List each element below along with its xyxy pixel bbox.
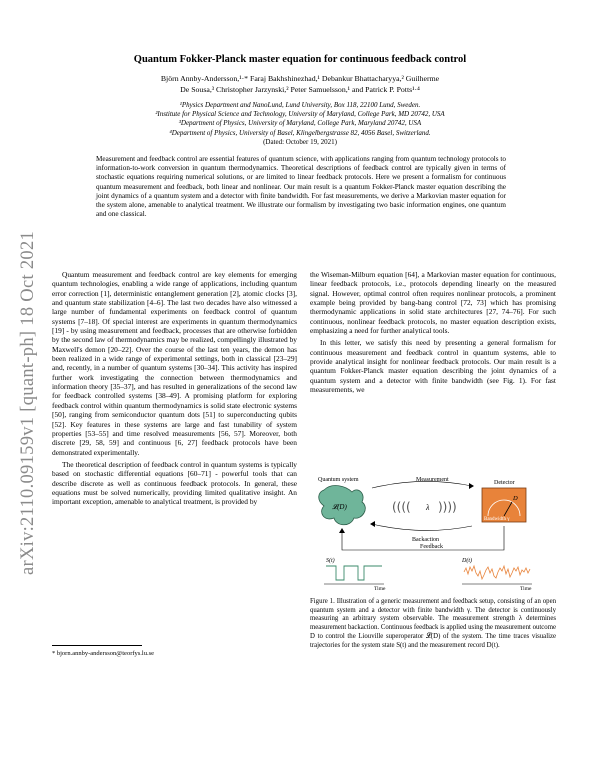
authors bbox=[80, 74, 520, 95]
left-paragraph-2: The theoretical description of feedback control in quantum systems is typically based on stochastic differential equations [60–71] - powerful tools that can describe discrete as well as continuous feedback protocols. In general, these equations must be solved numerically, providing limited qualitative insight. An important exception, amenable to analytical treatment, is provided by bbox=[52, 459, 297, 507]
arxiv-stamp[interactable]: arXiv:2110.09159v1 [quant-ph] 18 Oct 2021 bbox=[18, 230, 38, 575]
left-column bbox=[52, 270, 297, 507]
feedback-arrowhead bbox=[339, 528, 345, 533]
d-trace bbox=[464, 566, 530, 579]
figure-caption: Figure 1. Illustration of a generic measurement and feedback setup, consisting of an open quantum system and a detector with finite bandwidth γ. The detector is continuously measuring an arbitrary system observable. The measurement strength λ determines measurement backaction. Continuous feedback is applied using the measurement outcome D to control the Liouville superoperator 𝓛(D) of the system. The time traces visualize trajectories for the system state S(t) and the measurement record D(t). bbox=[310, 598, 556, 649]
fig-feedback-label: Feedback bbox=[420, 544, 443, 550]
fig-quantum-system-label: Quantum system bbox=[318, 477, 359, 483]
affiliation-3: ³Department of Physics, University of Maryland, College Park, Maryland 20742, USA bbox=[178, 119, 422, 128]
wave-right: )))) bbox=[438, 500, 457, 514]
affiliations bbox=[60, 101, 540, 147]
affiliation-4: ⁴Department of Physics, University of Basel, Klingelbergstrasse 82, 4056 Basel, Switzerland. bbox=[169, 128, 431, 137]
arxiv-stamp-margin bbox=[6, 0, 38, 776]
right-paragraph-1: the Wiseman-Milburn equation [64], a Markovian master equation for continuous, linear feedback protocols, i.e., protocols depending linearly on the measured signal. However, optimal control often requires nonlinear protocols, a prominent example being provided by bang-bang control [72, 73] which has promising thermodynamic applications in solid state architectures [27, 74–76]. For such continuous, nonlinear feedback protocols, no master equation description exists, emphasizing a need for further analytical tools. bbox=[310, 270, 556, 336]
affiliation-2: ²Institute for Physical Science and Technology, University of Maryland, College Park, MD 20742, USA bbox=[155, 110, 445, 119]
right-column bbox=[310, 270, 556, 394]
footnote-rule bbox=[52, 645, 142, 646]
right-paragraph-2: In this letter, we satisfy this need by presenting a general formalism for continuous measurement and feedback control in quantum systems, able to provide analytical insight for nonlinear feedback protocols. Our main result is a quantum Fokker-Planck master equation describing the joint dynamics of a quantum system and a detector with finite bandwidth (see Fig. 1). For fast measurements, we bbox=[310, 338, 556, 395]
paper-title: Quantum Fokker-Planck master equation for continuous feedback control bbox=[133, 54, 467, 65]
abstract: Measurement and feedback control are essential features of quantum science, with applications ranging from quantum technology protocols to information-to-work conversion in quantum thermodynamics. Theoretical descriptions of feedback control are typically given in terms of stochastic equations requiring numerical solutions, or are limited to linear feedback protocols. Here we present a formalism for continuous quantum measurement and feedback, both linear and nonlinear. Our main result is a quantum Fokker-Planck master equation describing the joint dynamics of a quantum system and a detector with finite bandwidth. For fast measurements, we derive a Markovian master equation for the system alone, amenable to analytical treatment. We illustrate our formalism by investigating two basic information engines, one quantum and one classical. bbox=[96, 155, 506, 219]
fig-liouville-label: 𝓛(D) bbox=[332, 503, 347, 511]
figure-1 bbox=[312, 472, 558, 590]
fig-time-left: Time bbox=[374, 586, 386, 590]
backaction-arrowhead bbox=[370, 521, 375, 527]
authors-line-1: Björn Annby-Andersson,¹·* Faraj Bakhshinezhad,¹ Debankur Bhattacharyya,² Guilherme bbox=[160, 74, 440, 83]
fig-bandwidth-label: Bandwidth γ bbox=[484, 517, 510, 522]
fig-backaction-label: Backaction bbox=[412, 537, 439, 543]
wave-left: (((( bbox=[392, 500, 411, 514]
fig-detector-label: Detector bbox=[494, 480, 515, 486]
fig-time-right: Time bbox=[520, 586, 532, 590]
measurement-arrowhead bbox=[469, 483, 474, 489]
affiliation-1: ¹Physics Department and NanoLund, Lund University, Box 118, 22100 Lund, Sweden. bbox=[179, 101, 421, 109]
s-trace bbox=[326, 566, 382, 580]
fig-s-label: S(t) bbox=[326, 558, 335, 564]
fig-d-label: D bbox=[513, 495, 518, 502]
footnote-email[interactable]: * bjorn.annby-andersson@teorfys.lu.se bbox=[52, 650, 155, 657]
fig-d-trace-label: D(t) bbox=[462, 558, 472, 564]
fig-lambda-label: λ bbox=[426, 503, 430, 512]
authors-line-2: De Sousa,³ Christopher Jarzynski,² Peter Samuelsson,¹ and Patrick P. Potts¹·⁴ bbox=[180, 84, 420, 94]
date-line: (Dated: October 19, 2021) bbox=[263, 137, 337, 146]
left-paragraph-1: Quantum measurement and feedback control are key elements for emerging quantum technologies, enabling a wide range of applications, including quantum error correction [1], deterministic entanglement generation [2], atomic clocks [3], and quantum state stabilization [4–6]. The last two decades have also witnessed a large number of fundamental experiments on feedback control of quantum systems [7–18]. Of special interest are experiments in quantum thermodynamics [19] - by using measurement and feedback, processes that are otherwise forbidden by the second law of thermodynamics may be realized, compellingly illustrated by Maxwell's demon [20–22]. Over the course of the last ten years, the demon has been realized in a wide range of experimental settings, both in classical [23–29] and, recently, in a number of quantum systems [30–34]. This activity has inspired further work investigating the connection between thermodynamics and information theory [35–37], and has resulted in generalizations of the second law for feedback controlled systems [38–49]. A promising platform for exploring feedback control within quantum thermodynamics is solid state electronic systems [50], ranging from semiconductor quantum dots [51] to superconducting qubits [52]. Key features in these systems are large and fast tunability of system properties [53–55] and time resolved measurements [56, 57]. Moreover, both discrete [29, 58, 59] and continuous [6, 27] feedback protocols have been demonstrated experimentally. bbox=[52, 270, 297, 457]
backaction-arrow bbox=[372, 524, 472, 531]
fig-measurement-label: Measurement bbox=[416, 477, 449, 483]
